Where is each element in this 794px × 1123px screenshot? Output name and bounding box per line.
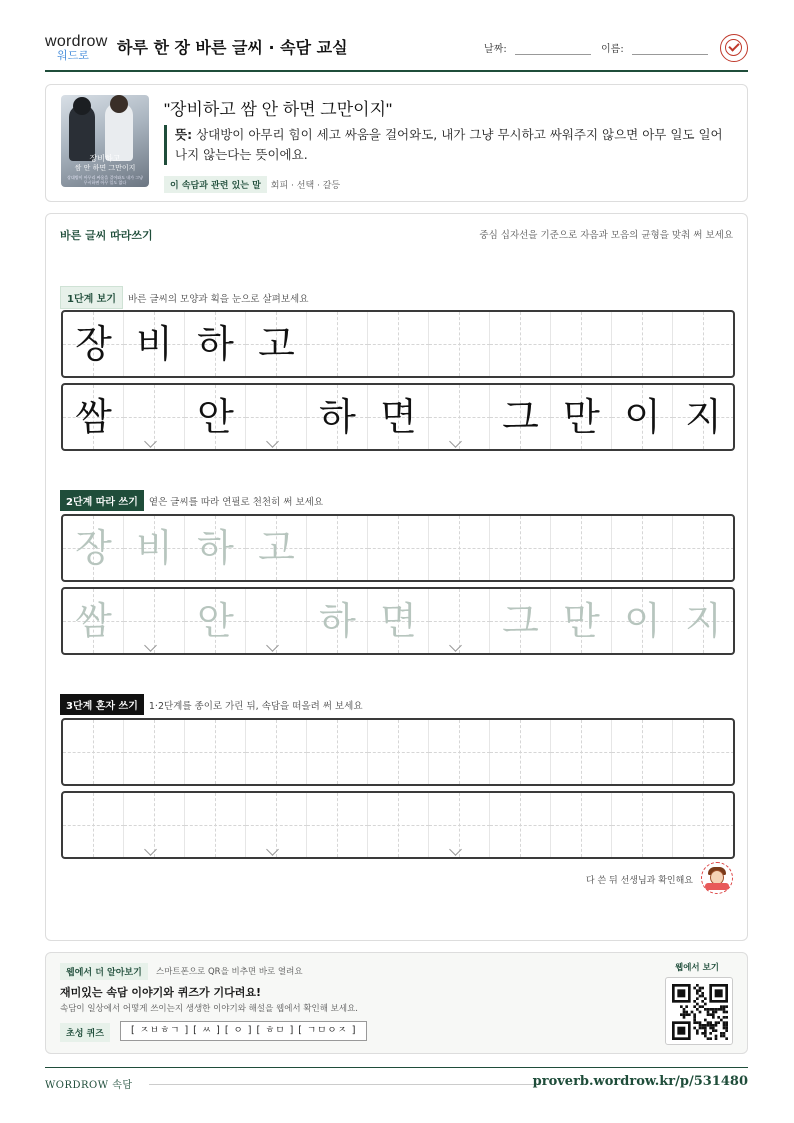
thumb-title-line2: 쌈 안 하면 그만이지 — [74, 164, 136, 172]
writing-practice-section — [45, 213, 748, 941]
footer-brand: WORDROW 속담 — [45, 1080, 133, 1091]
web-desc: 속담이 일상에서 어떻게 쓰이는지 생생한 이야기와 해설을 웹에서 확인해 보세요. — [60, 1004, 358, 1014]
step-2-label: 2단계 따라 쓰기 — [60, 490, 144, 511]
grid-cell — [368, 385, 429, 449]
name-label: 이름: — [601, 44, 624, 55]
grid-char: 장 — [75, 526, 112, 570]
grid-cell[interactable] — [185, 589, 246, 653]
grid-row[interactable] — [61, 791, 735, 859]
logo-wordmark: wordrow — [45, 33, 108, 50]
footer-divider — [149, 1084, 541, 1085]
grid-char: 이 — [624, 395, 661, 439]
grid-row[interactable] — [61, 514, 735, 582]
footer-url[interactable]: proverb.wordrow.kr/p/531480 — [532, 1074, 748, 1089]
grid-cell — [63, 312, 124, 376]
chosung-quiz: [ ㅈㅂㅎㄱ ] [ ㅆ ] [ ㅇ ] [ ㅎㅁ ] [ ㄱㅁㅇㅈ ] — [120, 1021, 367, 1041]
grid-cell — [124, 385, 185, 449]
grid-cell[interactable] — [185, 720, 246, 784]
grid-cell[interactable] — [246, 516, 307, 580]
grid-cell[interactable] — [307, 516, 368, 580]
grid-cell — [307, 385, 368, 449]
web-tag: 웹에서 더 알아보기 — [60, 963, 148, 980]
grid-cell[interactable] — [124, 720, 185, 784]
grid-char: 만 — [563, 395, 600, 439]
meaning-label: 뜻: — [175, 127, 193, 142]
grid-cell[interactable] — [551, 516, 612, 580]
grid-char: 그 — [502, 599, 539, 643]
grid-char: 비 — [136, 526, 173, 570]
page-header — [45, 30, 748, 72]
meaning-text: 상대방이 아무리 힘이 세고 싸움을 걸어와도, 내가 그냥 무시하고 싸워주지 않으면 아무 일도 일어나지 않는다는 뜻이에요. — [175, 127, 723, 162]
qr-label: 웹에서 보기 — [674, 963, 719, 973]
grid-cell[interactable] — [673, 793, 734, 857]
grid-cell[interactable] — [63, 516, 124, 580]
grid-cell — [246, 385, 307, 449]
grid-cell[interactable] — [368, 720, 429, 784]
quiz-label: 초성 퀴즈 — [60, 1023, 110, 1042]
date-line[interactable] — [515, 45, 591, 55]
grid-cell[interactable] — [673, 589, 734, 653]
grid-cell[interactable] — [368, 793, 429, 857]
grid-cell[interactable] — [307, 589, 368, 653]
grid-row[interactable] — [61, 587, 735, 655]
proverb-meaning — [164, 125, 724, 165]
grid-cell — [246, 312, 307, 376]
grid-cell[interactable] — [490, 793, 551, 857]
grid-cell[interactable] — [551, 793, 612, 857]
step-2-header — [60, 490, 323, 511]
grid-cell[interactable] — [612, 720, 673, 784]
grid-cell — [673, 385, 734, 449]
wordrow-logo — [45, 34, 107, 64]
grid-char: 면 — [380, 599, 417, 643]
grid-cell — [673, 312, 734, 376]
grid-cell — [490, 312, 551, 376]
grid-cell — [429, 385, 490, 449]
grid-cell[interactable] — [673, 720, 734, 784]
name-line[interactable] — [632, 45, 708, 55]
grid-char: 하 — [319, 395, 356, 439]
grid-cell — [429, 312, 490, 376]
grid-cell[interactable] — [551, 589, 612, 653]
grid-cell — [612, 385, 673, 449]
related-list: 회피 · 선택 · 갈등 — [270, 181, 341, 191]
grid-char: 쌈 — [75, 599, 112, 643]
related-label: 이 속담과 관련 있는 말 — [164, 176, 267, 193]
grid-cell[interactable] — [63, 720, 124, 784]
proverb-title: "장비하고 쌈 안 하면 그만이지" — [164, 100, 393, 119]
grid-cell — [490, 385, 551, 449]
grid-cell[interactable] — [63, 793, 124, 857]
grid-cell[interactable] — [429, 793, 490, 857]
date-field[interactable] — [484, 40, 591, 55]
grid-cell[interactable] — [124, 516, 185, 580]
step-2-desc: 옅은 글씨를 따라 연필로 천천히 써 보세요 — [148, 497, 324, 508]
grid-cell[interactable] — [612, 516, 673, 580]
qr-code-icon[interactable] — [665, 977, 733, 1045]
grid-cell[interactable] — [551, 720, 612, 784]
grid-cell[interactable] — [63, 589, 124, 653]
grid-cell[interactable] — [368, 589, 429, 653]
grid-cell[interactable] — [368, 516, 429, 580]
grid-char: 안 — [197, 395, 234, 439]
grid-cell[interactable] — [246, 793, 307, 857]
grid-cell — [185, 385, 246, 449]
grid-char: 쌈 — [75, 395, 112, 439]
teacher-stamp-icon — [701, 862, 733, 894]
grid-cell — [124, 312, 185, 376]
web-headline: 재미있는 속담 이야기와 퀴즈가 기다려요! — [60, 986, 261, 999]
grid-char: 안 — [197, 599, 234, 643]
step-1-header — [60, 286, 308, 309]
step-1-label: 1단계 보기 — [60, 286, 123, 309]
grid-cell[interactable] — [429, 720, 490, 784]
proverb-illustration — [61, 95, 149, 187]
grid-cell — [63, 385, 124, 449]
web-tag-desc: 스마트폰으로 QR을 비추면 바로 열려요 — [156, 967, 303, 977]
grid-cell[interactable] — [185, 793, 246, 857]
section-title: 바른 글씨 따라쓰기 — [60, 229, 153, 242]
thumb-caption: 상대방이 아무리 싸움을 걸어와도 내가 그냥 무시하면 아무 일도 없다 — [67, 175, 143, 185]
grid-cell — [185, 312, 246, 376]
web-info-card — [45, 952, 748, 1054]
grid-cell[interactable] — [124, 793, 185, 857]
grid-cell — [368, 312, 429, 376]
grid-cell[interactable] — [124, 589, 185, 653]
grid-cell[interactable] — [246, 720, 307, 784]
logo-subtitle: 워드로 — [57, 49, 89, 62]
step-3-header — [60, 694, 363, 715]
grid-cell[interactable] — [673, 516, 734, 580]
grid-cell[interactable] — [490, 589, 551, 653]
grid-cell[interactable] — [246, 589, 307, 653]
grid-char: 하 — [319, 599, 356, 643]
grid-cell[interactable] — [612, 793, 673, 857]
name-field[interactable] — [601, 40, 708, 55]
grid-char: 하 — [197, 526, 234, 570]
grid-char: 장 — [75, 322, 112, 366]
grid-row — [61, 310, 735, 378]
step-3-label: 3단계 혼자 쓰기 — [60, 694, 144, 715]
grid-char: 비 — [136, 322, 173, 366]
grid-cell[interactable] — [490, 720, 551, 784]
grid-char: 지 — [685, 395, 722, 439]
grid-char: 고 — [258, 322, 295, 366]
grid-char: 지 — [685, 599, 722, 643]
grid-cell[interactable] — [307, 793, 368, 857]
grid-cell[interactable] — [612, 589, 673, 653]
grid-char: 고 — [258, 526, 295, 570]
grid-cell — [551, 312, 612, 376]
grid-row[interactable] — [61, 718, 735, 786]
approval-stamp-icon — [720, 34, 748, 62]
grid-cell[interactable] — [307, 720, 368, 784]
grid-char: 하 — [197, 322, 234, 366]
step-3-desc: 1·2단계를 종이로 가린 뒤, 속담을 떠올려 써 보세요 — [148, 701, 363, 712]
thumb-title-line1: 장비하고 — [89, 154, 121, 163]
grid-cell[interactable] — [429, 516, 490, 580]
grid-char: 면 — [380, 395, 417, 439]
teacher-check-note: 다 쓴 뒤 선생님과 확인해요 — [585, 876, 693, 886]
page-title: 하루 한 장 바른 글씨 · 속담 교실 — [117, 38, 348, 57]
step-1-desc: 바른 글씨의 모양과 획을 눈으로 살펴보세요 — [128, 294, 309, 305]
related-words — [164, 176, 340, 193]
date-label: 날짜: — [484, 44, 507, 55]
grid-cell[interactable] — [429, 589, 490, 653]
grid-cell — [307, 312, 368, 376]
grid-cell — [612, 312, 673, 376]
grid-cell — [551, 385, 612, 449]
page-footer — [45, 1067, 748, 1097]
grid-cell[interactable] — [490, 516, 551, 580]
grid-char: 그 — [502, 395, 539, 439]
grid-cell[interactable] — [185, 516, 246, 580]
grid-char: 이 — [624, 599, 661, 643]
grid-row — [61, 383, 735, 451]
grid-char: 만 — [563, 599, 600, 643]
proverb-card — [45, 84, 748, 202]
section-hint: 중심 십자선을 기준으로 자음과 모음의 균형을 맞춰 써 보세요 — [479, 230, 733, 241]
